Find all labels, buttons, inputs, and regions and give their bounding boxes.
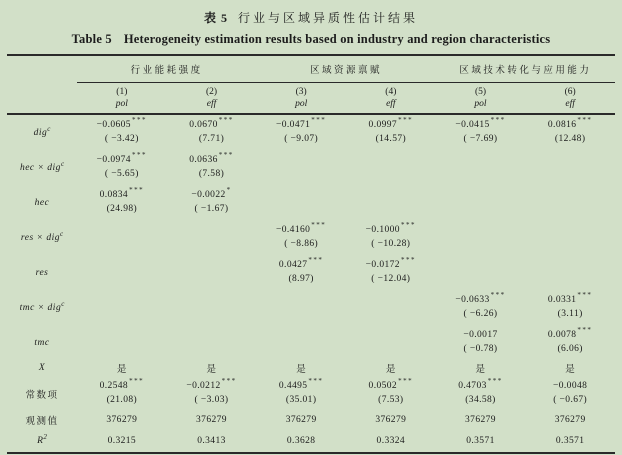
- model-label-4: eff: [386, 99, 396, 109]
- table-cell: [256, 221, 346, 250]
- estimate-value: −0.0974: [96, 155, 131, 166]
- significance-stars: ***: [129, 186, 145, 195]
- column-number-row: [7, 83, 615, 98]
- table-cell: [256, 116, 346, 145]
- cell-value: 0.3413: [197, 435, 226, 446]
- model-label-row: [7, 98, 615, 115]
- estimate-line: [167, 116, 257, 131]
- cell-value: 0.3571: [555, 435, 585, 446]
- group-header-row: [7, 54, 615, 83]
- row-label-text: R: [37, 435, 44, 446]
- estimate-line: [525, 326, 615, 341]
- row-label-text: X: [38, 363, 46, 373]
- row-label: [7, 124, 77, 138]
- model-label-6: eff: [565, 99, 575, 109]
- significance-stars: ***: [490, 291, 506, 300]
- estimate-line: [436, 116, 526, 131]
- table-cell: [167, 116, 257, 145]
- cell-value: 376279: [465, 415, 496, 425]
- t-statistic: (7.58): [198, 168, 225, 179]
- cell-value: 376279: [375, 415, 407, 425]
- estimate-value: −0.0471: [276, 120, 311, 131]
- table-cell: [525, 326, 615, 355]
- model-label-spacer: [7, 103, 77, 108]
- significance-stars: ***: [221, 377, 237, 386]
- estimate-line: [346, 377, 436, 392]
- estimate-value: 0.0427: [278, 260, 308, 271]
- row-label-text: tmc: [34, 337, 50, 348]
- table-body: [7, 115, 615, 452]
- estimate-value: −0.0172: [365, 260, 400, 271]
- t-statistic: (6.06): [557, 343, 583, 354]
- table-number-zh: 表 5: [203, 11, 228, 25]
- table-row: [7, 429, 615, 452]
- table-cell: [346, 221, 436, 250]
- t-statistic: ( −5.65): [104, 168, 139, 179]
- column-number-2: (2): [205, 87, 218, 97]
- estimate-line: [167, 186, 257, 201]
- estimate-line: [346, 256, 436, 271]
- estimate-line: [256, 256, 346, 271]
- table-cell: [436, 377, 526, 406]
- t-statistic: ( −1.67): [194, 203, 229, 214]
- group-header-1: 行业能耗强度: [77, 56, 256, 83]
- estimate-value: 0.0331: [547, 295, 577, 306]
- estimate-line: [436, 291, 526, 306]
- estimate-line: [77, 186, 167, 201]
- significance-stars: ***: [308, 256, 324, 265]
- estimate-line: [436, 377, 526, 392]
- row-label-text: hec × dig: [19, 162, 61, 173]
- model-label-3: pol: [295, 99, 308, 109]
- row-label: [7, 432, 77, 446]
- table-cell: [346, 361, 436, 375]
- t-statistic: (24.98): [106, 203, 138, 214]
- significance-stars: ***: [487, 377, 503, 386]
- table-cell: [77, 377, 167, 406]
- table-cell: [167, 361, 257, 375]
- t-statistic: ( −6.26): [463, 308, 498, 319]
- table-cell: [436, 436, 526, 446]
- model-label-2: eff: [206, 99, 217, 109]
- row-label-text: 观测值: [25, 417, 59, 427]
- table-cell: [436, 116, 526, 145]
- row-label-text: tmc × dig: [19, 302, 62, 313]
- table-cell: [436, 361, 526, 375]
- table-cell: [346, 436, 436, 446]
- table-row: [7, 360, 615, 376]
- table-cell: [77, 151, 167, 180]
- estimate-value: −0.1000: [365, 225, 400, 236]
- table-row: [7, 290, 615, 325]
- row-label-superscript: c: [61, 299, 65, 308]
- estimate-value: 0.0816: [547, 120, 577, 131]
- t-statistic: (7.71): [198, 133, 225, 144]
- row-label-text: dig: [33, 127, 48, 138]
- row-label: [7, 338, 77, 348]
- table-cell: [346, 415, 436, 425]
- estimate-line: [167, 377, 257, 392]
- table-cell: [77, 415, 167, 425]
- table-cell: [436, 291, 526, 320]
- significance-stars: ***: [577, 116, 593, 125]
- row-label: [7, 387, 77, 401]
- table-number-en: Table 5: [71, 32, 112, 46]
- table-cell: [167, 377, 257, 406]
- cell-value: 0.3215: [107, 435, 137, 446]
- significance-stars: ***: [308, 377, 324, 386]
- estimate-line: [256, 116, 346, 131]
- table-cell: [256, 377, 346, 406]
- row-label: [7, 198, 77, 208]
- table-row: [7, 150, 615, 185]
- row-label-text: res: [35, 267, 49, 278]
- table-row: [7, 115, 615, 150]
- estimate-line: [77, 116, 167, 131]
- cell-value: 0.3324: [376, 435, 406, 446]
- table-cell: [256, 256, 346, 285]
- t-statistic: (14.57): [375, 133, 407, 144]
- estimate-value: 0.0636: [189, 155, 218, 166]
- t-statistic: ( −10.28): [371, 238, 411, 249]
- cell-value: 376279: [196, 415, 227, 425]
- row-label: [7, 413, 77, 427]
- table-cell: [77, 361, 167, 375]
- estimate-value: 0.4703: [458, 381, 487, 392]
- estimate-line: [77, 151, 167, 166]
- row-label-text: hec: [34, 197, 50, 208]
- row-label: [7, 268, 77, 278]
- row-label-text: 常数项: [25, 390, 59, 401]
- significance-stars: ***: [400, 221, 416, 230]
- t-statistic: ( −0.67): [553, 394, 588, 405]
- table-cell: [525, 436, 615, 446]
- table-cell: [525, 116, 615, 145]
- table-cell: [167, 436, 257, 446]
- cell-value: 是: [116, 365, 127, 375]
- column-number-6: (6): [564, 87, 576, 97]
- table-row: [7, 411, 615, 429]
- table-cell: [525, 415, 615, 425]
- row-label-superscript: 2: [43, 432, 47, 441]
- column-number-1: (1): [116, 87, 128, 97]
- row-label: [7, 159, 77, 173]
- table-cell: [525, 381, 615, 406]
- significance-stars: *: [226, 186, 232, 195]
- estimate-value: −0.0048: [553, 381, 588, 392]
- estimate-value: 0.0670: [189, 120, 218, 131]
- cell-value: 是: [385, 365, 396, 375]
- table-cell: [525, 361, 615, 375]
- table-row: [7, 185, 615, 220]
- row-label-superscript: c: [60, 159, 65, 168]
- significance-stars: ***: [131, 116, 147, 125]
- row-label-superscript: c: [59, 229, 64, 238]
- cell-value: 是: [565, 365, 576, 375]
- table-cell: [167, 415, 257, 425]
- estimate-line: [436, 330, 526, 341]
- cell-value: 是: [296, 365, 307, 375]
- table-cell: [436, 415, 526, 425]
- significance-stars: ***: [490, 116, 506, 125]
- estimate-value: −0.0022: [191, 190, 226, 201]
- estimate-line: [256, 377, 346, 392]
- table-cell: [436, 330, 526, 355]
- estimate-value: 0.0502: [368, 381, 398, 392]
- t-statistic: (8.97): [288, 273, 314, 284]
- table-title-en: [0, 32, 622, 47]
- estimate-value: −0.0633: [455, 295, 490, 306]
- table-cell: [346, 116, 436, 145]
- cell-value: 376279: [106, 415, 138, 425]
- row-label: [7, 229, 77, 243]
- table-cell: [167, 151, 257, 180]
- t-statistic: ( −3.03): [194, 394, 229, 405]
- t-statistic: ( −7.69): [463, 133, 498, 144]
- significance-stars: ***: [218, 151, 234, 160]
- column-number-spacer: [7, 88, 77, 93]
- column-number-5: (5): [474, 87, 487, 97]
- cell-value: 376279: [285, 415, 317, 425]
- estimate-line: [167, 151, 257, 166]
- estimate-value: 0.0834: [99, 190, 129, 201]
- cell-value: 376279: [554, 415, 586, 425]
- table-cell: [167, 186, 257, 215]
- cell-value: 是: [475, 365, 486, 375]
- row-label-text: res × dig: [20, 232, 60, 243]
- estimate-line: [256, 221, 346, 236]
- table-row: [7, 325, 615, 360]
- estimate-value: 0.2548: [99, 381, 129, 392]
- column-number-4: (4): [385, 87, 397, 97]
- cell-value: 是: [206, 365, 217, 375]
- results-table: [7, 54, 615, 454]
- significance-stars: ***: [577, 326, 593, 335]
- t-statistic: (3.11): [557, 308, 583, 319]
- table-title-zh-text: 行业与区域异质性估计结果: [238, 11, 419, 25]
- t-statistic: ( −9.07): [284, 133, 319, 144]
- table-cell: [77, 436, 167, 446]
- t-statistic: ( −0.78): [463, 343, 498, 354]
- significance-stars: ***: [577, 291, 593, 300]
- group-header-2: 区域资源禀赋: [256, 56, 435, 83]
- significance-stars: ***: [311, 221, 327, 230]
- estimate-value: 0.0078: [547, 330, 577, 341]
- table-row: [7, 255, 615, 290]
- t-statistic: (34.58): [465, 394, 496, 405]
- group-header-3: 区域技术转化与应用能力: [436, 56, 615, 83]
- significance-stars: ***: [129, 377, 145, 386]
- table-cell: [525, 291, 615, 320]
- table-cell: [256, 436, 346, 446]
- estimate-value: −0.0415: [455, 120, 490, 131]
- row-label: [7, 363, 77, 373]
- estimate-line: [525, 116, 615, 131]
- t-statistic: ( −12.04): [371, 273, 411, 284]
- estimate-value: −0.0605: [96, 120, 131, 131]
- significance-stars: ***: [218, 116, 234, 125]
- row-label: [7, 299, 77, 313]
- estimate-line: [346, 116, 436, 131]
- estimate-value: −0.0017: [463, 330, 498, 341]
- estimate-line: [525, 291, 615, 306]
- t-statistic: (12.48): [554, 133, 586, 144]
- table-cell: [346, 377, 436, 406]
- t-statistic: (35.01): [285, 394, 317, 405]
- estimate-line: [525, 381, 615, 392]
- t-statistic: ( −8.86): [284, 238, 319, 249]
- row-label-superscript: c: [47, 124, 51, 133]
- table-cell: [77, 186, 167, 215]
- table-title-zh: [0, 9, 622, 26]
- table-cell: [256, 361, 346, 375]
- table-cell: [77, 116, 167, 145]
- table-title-en-text: Heterogeneity estimation results based on industry and region characteristics: [123, 32, 551, 46]
- significance-stars: ***: [400, 256, 416, 265]
- table-row: [7, 376, 615, 411]
- estimate-value: 0.0997: [368, 120, 398, 131]
- estimate-value: −0.4160: [276, 225, 311, 236]
- t-statistic: ( −3.42): [104, 133, 139, 144]
- estimate-value: −0.0212: [186, 381, 221, 392]
- model-label-5: pol: [474, 99, 487, 109]
- significance-stars: ***: [398, 377, 414, 386]
- estimate-line: [77, 377, 167, 392]
- estimate-value: 0.4495: [278, 381, 308, 392]
- cell-value: 0.3571: [466, 435, 495, 446]
- t-statistic: (7.53): [378, 394, 404, 405]
- cell-value: 0.3628: [286, 435, 316, 446]
- significance-stars: ***: [398, 116, 414, 125]
- column-number-3: (3): [295, 87, 307, 97]
- table-row: [7, 220, 615, 255]
- significance-stars: ***: [311, 116, 327, 125]
- t-statistic: (21.08): [106, 394, 138, 405]
- estimate-line: [346, 221, 436, 236]
- significance-stars: ***: [131, 151, 147, 160]
- table-cell: [346, 256, 436, 285]
- table-cell: [256, 415, 346, 425]
- model-label-1: pol: [115, 99, 128, 109]
